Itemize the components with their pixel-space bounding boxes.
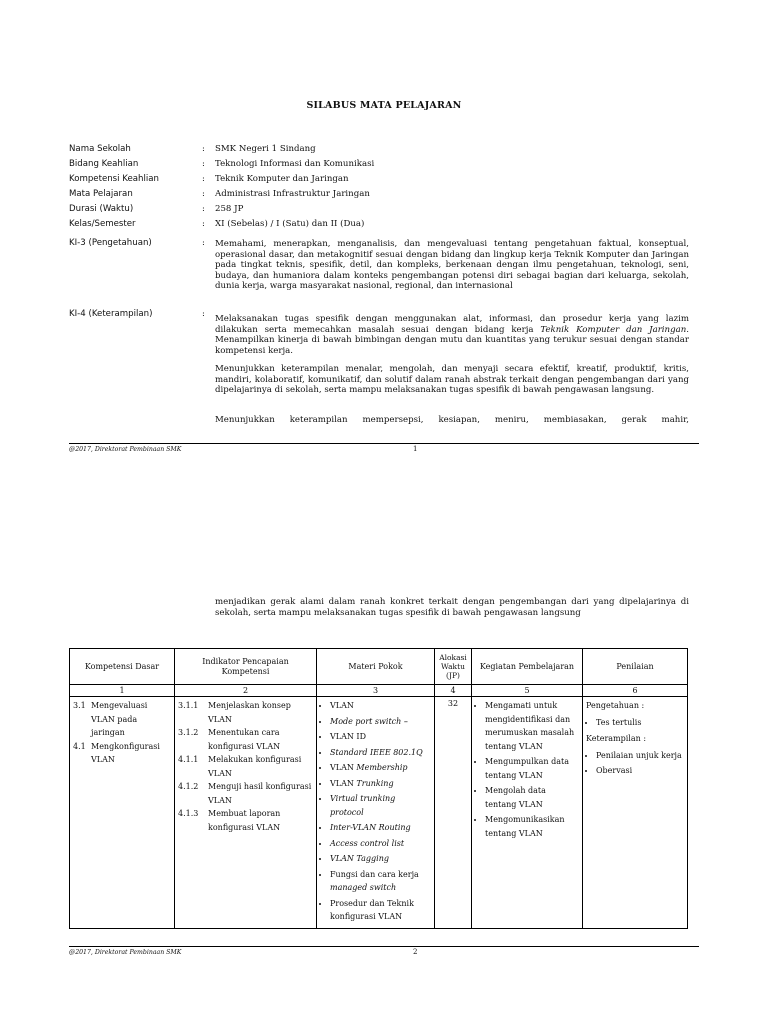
materi-item: • Access control list (330, 837, 431, 851)
materi-item: • Mode port switch – (330, 715, 431, 729)
footer-copyright: @2017, Direktorat Pembinaan SMK (69, 949, 182, 956)
penilaian-cell (583, 697, 688, 929)
col-number: 3 (317, 685, 435, 697)
ki4-text: Melaksanakan tugas spesifik dengan menggunakan alat, informasi, dan prosedur kerja yang lazim dilakukan serta memecahkan masalah sesuai dengan bidang kerja Teknik Komputer dan Jaringan. Menampilkan kinerja di bawah bimbingan dengan mutu dan kuantitas yang terukur sesuai dengan standar kompetensi kerja. (215, 314, 689, 356)
header-kompetensi-dasar: Kompetensi Dasar (70, 649, 175, 685)
footer-divider (69, 946, 699, 947)
materi-item: • VLAN Trunking (330, 777, 431, 791)
materi-item: • Prosedur dan Teknik konfigurasi VLAN (330, 897, 431, 924)
col-number: 6 (583, 685, 688, 697)
kegiatan-item: • Mengumpulkan data tentang VLAN (485, 755, 579, 782)
materi-item: • Inter-VLAN Routing (330, 821, 431, 835)
info-row-nama-sekolah: Nama Sekolah : SMK Negeri 1 Sindang (69, 142, 689, 157)
indikator-item: 4.1.3 Membuat laporan konfigurasi VLAN (178, 809, 281, 832)
ki4-paragraph-2: Menunjukkan keterampilan menalar, mengolah, dan menyaji secara efektif, kreatif, produktif, kritis, mandiri, kolaboratif, komunikatif, dan solutif dalam ranah abstrak terkait dengan pengembangan dari yang dipelajarinya di sekolah, serta mampu melaksanakan tugas spesifik di bawah pengawasan langsung. (215, 364, 689, 395)
info-value: SMK Negeri 1 Sindang (215, 144, 316, 154)
info-row-kompetensi: Kompetensi Keahlian : Teknik Komputer dan Jaringan (69, 172, 689, 187)
kd-cell (70, 697, 175, 929)
info-label: Nama Sekolah (69, 144, 131, 154)
materi-item: • Fungsi dan cara kerja managed switch (330, 868, 431, 895)
materi-item: • VLAN ID (330, 730, 431, 744)
kegiatan-item: • Mengolah data tentang VLAN (485, 784, 579, 811)
info-row-bidang: Bidang Keahlian : Teknologi Informasi dan Komunikasi (69, 157, 689, 172)
info-label: KI-3 (Pengetahuan) (69, 238, 152, 248)
materi-item: • Standard IEEE 802.1Q (330, 746, 431, 760)
page-title: SILABUS MATA PELAJARAN (306, 100, 462, 111)
page-number: 1 (413, 445, 418, 453)
ki3-text: Memahami, menerapkan, menganalisis, dan mengevaluasi tentang pengetahuan faktual, konseptual, operasional dasar, dan metakognitif sesuai dengan bidang dan lingkup kerja Teknik Komputer dan Jaringan pada tingkat teknis, spesifik, detil, dan kompleks, berkenaan dengan ilmu pengetahuan, teknologi, seni, budaya, dan humaniora dalam konteks pengembangan potensi diri sebagai bagian dari keluarga, sekolah, dunia kerja, warga masyarakat nasional, regional, dan internasional (215, 239, 689, 291)
info-label: Kelas/Semester (69, 219, 136, 229)
info-value: XI (Sebelas) / I (Satu) dan II (Dua) (215, 219, 365, 229)
materi-cell (317, 697, 435, 929)
penilaian-item: • Tes tertulis (596, 716, 684, 730)
info-value: 258 JP (215, 204, 244, 214)
info-label: Kompetensi Keahlian (69, 174, 159, 184)
col-number: 5 (472, 685, 583, 697)
indikator-item: 4.1.2 Menguji hasil konfigurasi VLAN (178, 782, 312, 805)
school-info (69, 142, 689, 232)
penilaian-item: • Obervasi (596, 764, 684, 778)
info-label: Durasi (Waktu) (69, 204, 134, 214)
info-label: Mata Pelajaran (69, 189, 133, 199)
ki4-paragraph-3-start: Menunjukkan keterampilan mempersepsi, kesiapan, meniru, membiasakan, gerak mahir, (215, 415, 689, 425)
kegiatan-item: • Mengamati untuk mengidentifikasi dan merumuskan masalah tentang VLAN (485, 699, 579, 753)
footer-copyright: @2017, Direktorat Pembinaan SMK (69, 446, 182, 453)
info-row-durasi: Durasi (Waktu) : 258 JP (69, 202, 689, 217)
materi-item: • Virtual trunking protocol (330, 792, 431, 819)
syllabus-table (69, 648, 688, 929)
ki4-paragraph-3-cont: menjadikan gerak alami dalam ranah konkret terkait dengan pengembangan dari yang dipelajarinya di sekolah, serta mampu melaksanakan tugas spesifik di bawah pengawasan langsung (215, 597, 689, 618)
indikator-cell (175, 697, 317, 929)
indikator-item: 4.1.1 Melakukan konfigurasi VLAN (178, 755, 302, 778)
info-value: Teknik Komputer dan Jaringan (215, 174, 349, 184)
footer-divider (69, 443, 699, 444)
penilaian-pengetahuan-label: Pengetahuan : (586, 701, 645, 710)
info-value: Teknologi Informasi dan Komunikasi (215, 159, 375, 169)
col-number: 2 (175, 685, 317, 697)
header-penilaian: Penilaian (583, 649, 688, 685)
kd-item: 4.1 Mengkonfigurasi VLAN (73, 741, 160, 764)
page-number: 2 (413, 948, 418, 956)
penilaian-item: • Penilaian unjuk kerja (596, 749, 684, 763)
info-row-mapel: Mata Pelajaran : Administrasi Infrastruktur Jaringan (69, 187, 689, 202)
info-value: Administrasi Infrastruktur Jaringan (215, 189, 370, 199)
col-number: 1 (70, 685, 175, 697)
kegiatan-item: • Mengomunikasikan tentang VLAN (485, 813, 579, 840)
materi-item: • VLAN (330, 699, 431, 713)
info-label: Bidang Keahlian (69, 159, 139, 169)
header-alokasi: Alokasi Waktu (JP) (435, 649, 472, 685)
col-number: 4 (435, 685, 472, 697)
info-row-kelas: Kelas/Semester : XI (Sebelas) / I (Satu) dan II (Dua) (69, 217, 689, 232)
penilaian-keterampilan-label: Keterampilan : (586, 734, 647, 743)
materi-item: • VLAN Tagging (330, 852, 431, 866)
header-kegiatan: Kegiatan Pembelajaran (472, 649, 583, 685)
kegiatan-cell (472, 697, 583, 929)
alokasi-cell: 32 (435, 697, 472, 929)
kd-item: 3.1 Mengevaluasi VLAN pada jaringan (73, 701, 148, 737)
header-indikator: Indikator Pencapaian Kompetensi (175, 649, 317, 685)
header-materi: Materi Pokok (317, 649, 435, 685)
info-label: KI-4 (Keterampilan) (69, 309, 153, 319)
indikator-item: 3.1.1 Menjelaskan konsep VLAN (178, 701, 291, 724)
materi-item: • VLAN Membership (330, 761, 431, 775)
indikator-item: 3.1.2 Menentukan cara konfigurasi VLAN (178, 728, 281, 751)
